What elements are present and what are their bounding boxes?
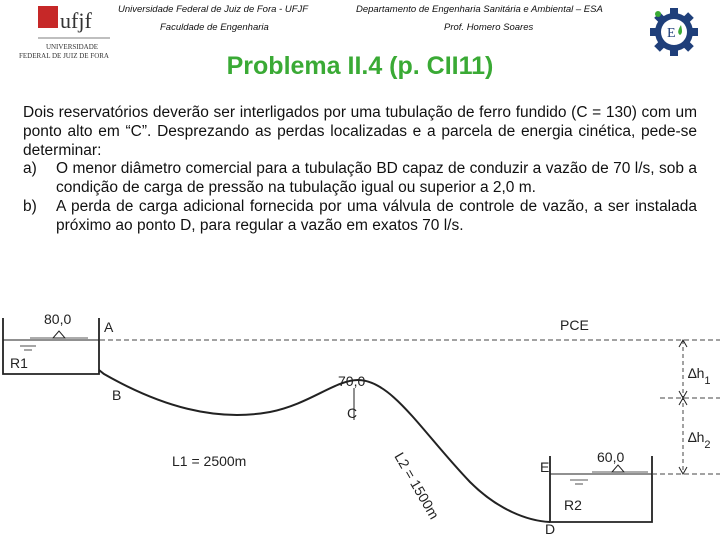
item-label: a) (23, 160, 37, 178)
header-faculty: Faculdade de Engenharia (160, 22, 269, 33)
elevation-r2: 60,0 (597, 449, 625, 465)
water-level-icon (53, 331, 65, 338)
problem-title: Problema II.4 (p. CII11) (226, 52, 494, 80)
reservoir-r2-label: R2 (564, 497, 582, 513)
segment-l1-label: L1 = 2500m (172, 453, 247, 469)
head-loss-2-label (688, 429, 710, 451)
point-b-label: B (112, 387, 122, 403)
logo-line2: FEDERAL DE JUIZ DE FORA (19, 52, 109, 60)
header-professor: Prof. Homero Soares (444, 22, 534, 33)
item-label: b) (23, 197, 37, 215)
esa-gear-logo (648, 6, 700, 58)
elevation-r1: 80,0 (44, 311, 72, 327)
problem-item-b (23, 198, 697, 236)
delta-h-symbol: ∆h (688, 429, 705, 445)
subscript-1: 1 (704, 375, 711, 387)
logo-line1: UNIVERSIDADE (45, 43, 99, 51)
leaf-icon (655, 11, 661, 17)
problem-intro: Dois reservatórios deverão ser interligados por uma tubulação de ferro fundido (C = 130) com um ponto alto em “C”. Desprezando as perdas localizadas e a parcela de energia cinética, pede-se determinar: (23, 104, 697, 159)
elevation-c: 70,0 (338, 373, 366, 389)
header-department: Departamento de Engenharia Sanitária e Ambiental – ESA (356, 4, 603, 15)
item-text: A perda de carga adicional fornecida por uma válvula de controle de vazão, a ser instalada próximo ao ponto D, para regular a vazão em exatos 70 l/s. (56, 197, 697, 234)
logo-red-square (38, 6, 58, 28)
header-university: Universidade Federal de Juiz de Fora - UFJF (118, 4, 309, 15)
logo-letter: E (667, 26, 676, 41)
segment-l2-label: L2 = 1500m (391, 449, 443, 522)
point-a-label: A (104, 319, 114, 335)
problem-item-a (23, 160, 697, 198)
energy-line-label: PCE (560, 317, 589, 333)
item-text: O menor diâmetro comercial para a tubulação BD capaz de conduzir a vazão de 70 l/s, sob a condição de carga de pressão na tubulação igual ou superior a 2,0 m. (56, 160, 697, 197)
pipeline-diagram (0, 300, 720, 540)
logo-wordmark: ufjf (60, 8, 92, 33)
head-loss-1-label (688, 365, 710, 387)
problem-statement (23, 104, 697, 236)
water-level-icon (612, 465, 624, 472)
point-d-label: D (545, 521, 556, 537)
point-e-label: E (540, 459, 550, 475)
point-c-label: C (347, 405, 358, 421)
reservoir-r1-label: R1 (10, 355, 28, 371)
subscript-2: 2 (704, 439, 711, 451)
pipeline-profile (99, 370, 550, 522)
delta-h-symbol: ∆h (688, 365, 705, 381)
